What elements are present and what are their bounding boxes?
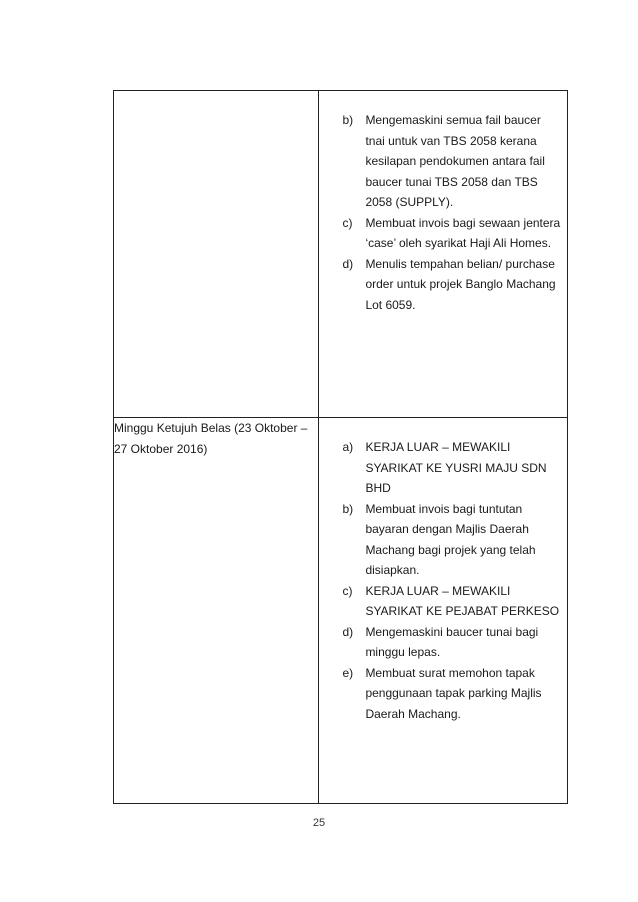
- list-marker: e): [342, 665, 354, 680]
- list-item: [319, 581, 567, 622]
- list-item: [319, 254, 567, 316]
- table-row: [114, 91, 568, 418]
- list-marker: b): [342, 501, 354, 516]
- page-number: 25: [312, 817, 326, 829]
- tasks-cell: [319, 418, 568, 804]
- week-cell: [114, 91, 319, 418]
- list-item: [319, 437, 567, 499]
- task-text: Menulis tempahan belian/ purchase order untuk projek Banglo Machang Lot 6059.: [365, 256, 556, 312]
- task-list: [319, 91, 567, 315]
- list-item: [319, 663, 567, 725]
- list-item: [319, 213, 567, 254]
- task-text: Mengemaskini semua fail baucer tnai untuk van TBS 2058 kerana kesilapan pendokumen antara fail baucer tunai TBS 2058 dan TBS 2058 (SUPPLY).: [365, 113, 545, 209]
- activity-table: [113, 90, 568, 804]
- task-text: Membuat invois bagi sewaan jentera ‘case’ oleh syarikat Haji Ali Homes.: [365, 215, 561, 250]
- list-item: [319, 110, 567, 213]
- week-cell: [114, 418, 319, 804]
- list-item: [319, 499, 567, 581]
- task-text: Membuat surat memohon tapak penggunaan tapak parking Majlis Daerah Machang.: [365, 665, 542, 721]
- task-list: [319, 418, 567, 724]
- task-text: KERJA LUAR – MEWAKILI SYARIKAT KE PEJABAT PERKESO: [365, 583, 560, 618]
- task-text: KERJA LUAR – MEWAKILI SYARIKAT KE YUSRI MAJU SDN BHD: [365, 440, 547, 495]
- task-text: Membuat invois bagi tuntutan bayaran dengan Majlis Daerah Machang bagi projek yang telah disiapkan.: [365, 501, 536, 577]
- list-marker: c): [342, 215, 353, 230]
- list-marker: d): [342, 624, 354, 639]
- list-item: [319, 622, 567, 663]
- task-text: Mengemaskini baucer tunai bagi minggu lepas.: [365, 624, 539, 659]
- tasks-cell: [319, 91, 568, 418]
- list-marker: c): [342, 583, 353, 598]
- list-marker: d): [342, 256, 354, 271]
- list-marker: a): [342, 440, 354, 454]
- week-label: Minggu Ketujuh Belas (23 Oktober – 27 Oktober 2016): [114, 421, 308, 456]
- table-row: [114, 418, 568, 804]
- list-marker: b): [342, 113, 354, 127]
